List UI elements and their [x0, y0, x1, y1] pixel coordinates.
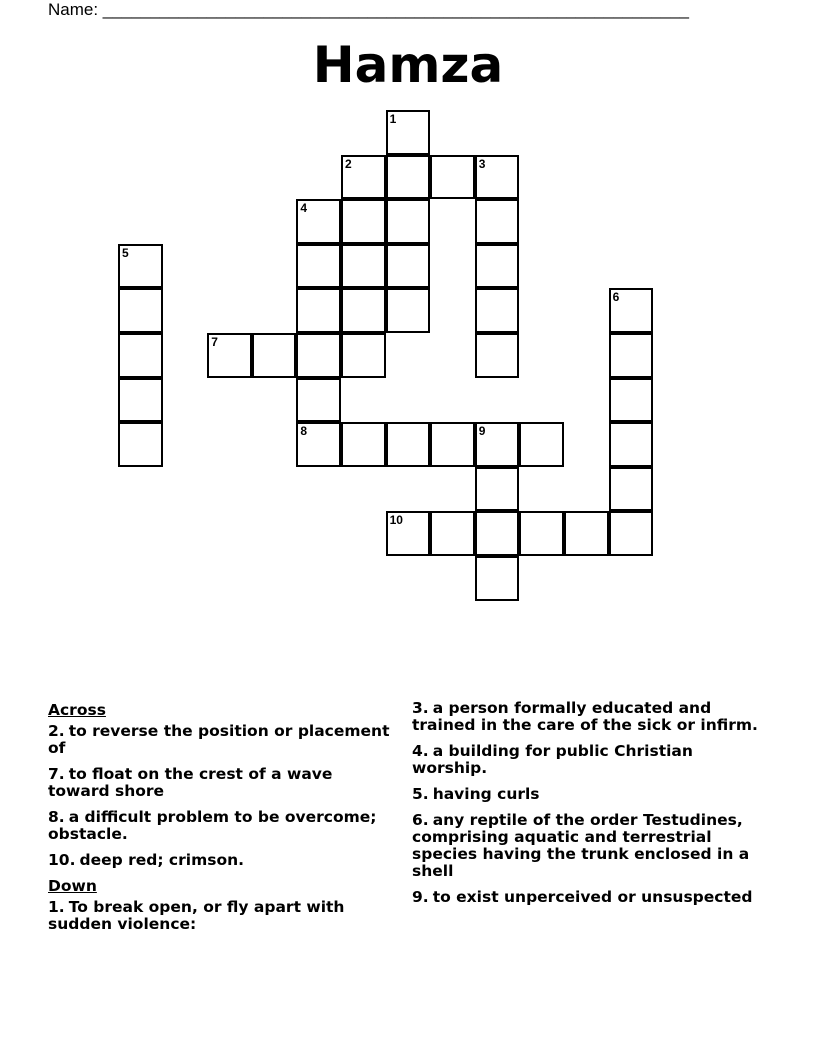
grid-cell[interactable]	[252, 333, 297, 378]
clue-item	[412, 700, 768, 734]
clue-item-number: 6.	[412, 811, 429, 829]
grid-cell[interactable]	[475, 511, 520, 556]
clue-item	[48, 766, 398, 800]
grid-cell[interactable]	[296, 244, 341, 289]
grid-cell[interactable]	[430, 511, 475, 556]
clue-item	[412, 786, 768, 803]
clue-number: 1	[389, 112, 397, 126]
grid-cell[interactable]	[386, 155, 431, 200]
grid-cell[interactable]	[519, 422, 564, 467]
grid-cell[interactable]	[341, 333, 386, 378]
clue-item-text: to reverse the position or placement of	[48, 722, 390, 757]
clue-item-text: a person formally educated and trained in the care of the sick or infirm.	[412, 699, 758, 734]
grid-cell[interactable]	[386, 199, 431, 244]
clue-item-number: 7.	[48, 765, 65, 783]
clue-item-number: 10.	[48, 851, 76, 869]
clue-item	[412, 889, 768, 906]
clue-item	[48, 809, 398, 843]
clue-number: 6	[612, 290, 620, 305]
grid-cell[interactable]	[609, 333, 654, 378]
across-heading: Across	[48, 701, 106, 719]
clue-item-text: having curls	[432, 785, 540, 803]
grid-cell[interactable]	[609, 422, 654, 467]
clue-item-number: 2.	[48, 722, 65, 740]
down-heading: Down	[48, 877, 97, 895]
clue-item	[48, 852, 398, 869]
grid-cell[interactable]	[430, 422, 475, 467]
clue-item	[48, 723, 398, 757]
grid-cell[interactable]	[519, 511, 564, 556]
grid-cell[interactable]	[475, 556, 520, 601]
grid-cell[interactable]	[296, 333, 341, 378]
clue-item-number: 9.	[412, 888, 429, 906]
clue-item	[412, 743, 768, 777]
clue-number: 2	[345, 156, 352, 171]
clue-item-text: to exist unperceived or unsuspected	[432, 888, 753, 906]
clue-number: 3	[478, 156, 486, 171]
clue-item	[412, 812, 768, 880]
clue-item-text: To break open, or fly apart with sudden violence:	[48, 898, 345, 933]
grid-cell[interactable]	[118, 333, 163, 378]
grid-cell[interactable]	[475, 422, 520, 467]
grid-cell[interactable]	[609, 288, 654, 333]
clues-column-right	[412, 700, 768, 915]
grid-cell[interactable]	[296, 378, 341, 423]
grid-cell[interactable]	[475, 244, 520, 289]
clue-item-text: deep red; crimson.	[79, 851, 245, 869]
clue-item-text: a building for public Christian worship.	[412, 742, 693, 777]
grid-cell[interactable]	[430, 155, 475, 200]
grid-cell[interactable]	[118, 378, 163, 423]
clue-number: 5	[122, 245, 129, 260]
grid-cell[interactable]	[296, 288, 341, 333]
clues-column-left	[48, 700, 398, 942]
clue-item-text: a difficult problem to be overcome; obstacle.	[48, 808, 377, 843]
grid-cell[interactable]	[386, 422, 431, 467]
grid-cell[interactable]	[475, 288, 520, 333]
grid-cell[interactable]	[475, 199, 520, 244]
clue-item-text: to float on the crest of a wave toward shore	[48, 765, 333, 800]
grid-cell[interactable]	[386, 110, 431, 155]
clue-number: 8	[300, 424, 308, 439]
clue-item-number: 1.	[48, 898, 65, 916]
clue-number: 7	[211, 335, 218, 349]
clue-item-number: 3.	[412, 699, 429, 717]
grid-cell[interactable]	[341, 155, 386, 200]
name-field[interactable]: Name: ______________________________________________________________	[48, 0, 689, 19]
page-title: Hamza	[312, 36, 504, 94]
grid-cell[interactable]	[296, 422, 341, 467]
grid-cell[interactable]	[296, 199, 341, 244]
grid-cell[interactable]	[386, 511, 431, 556]
grid-cell[interactable]	[564, 511, 609, 556]
grid-cell[interactable]	[386, 288, 431, 333]
grid-cell[interactable]	[118, 422, 163, 467]
grid-cell[interactable]	[118, 244, 163, 289]
grid-cell[interactable]	[609, 511, 654, 556]
clue-item-number: 5.	[412, 785, 429, 803]
grid-cell[interactable]	[341, 288, 386, 333]
clue-number: 4	[300, 201, 308, 216]
grid-cell[interactable]	[341, 244, 386, 289]
grid-cell[interactable]	[341, 199, 386, 244]
grid-cell[interactable]	[207, 333, 252, 378]
clue-number: 9	[478, 424, 486, 439]
grid-cell[interactable]	[609, 467, 654, 512]
clue-number: 10	[389, 513, 403, 528]
grid-cell[interactable]	[609, 378, 654, 423]
clue-item-text: any reptile of the order Testudines, comprising aquatic and terrestrial species having the trunk enclosed in a shell	[412, 811, 750, 880]
grid-cell[interactable]	[386, 244, 431, 289]
grid-cell[interactable]	[118, 288, 163, 333]
grid-cell[interactable]	[475, 467, 520, 512]
clue-item-number: 4.	[412, 742, 429, 760]
clue-item	[48, 899, 398, 933]
clue-item-number: 8.	[48, 808, 65, 826]
grid-cell[interactable]	[475, 155, 520, 200]
grid-cell[interactable]	[475, 333, 520, 378]
grid-cell[interactable]	[341, 422, 386, 467]
